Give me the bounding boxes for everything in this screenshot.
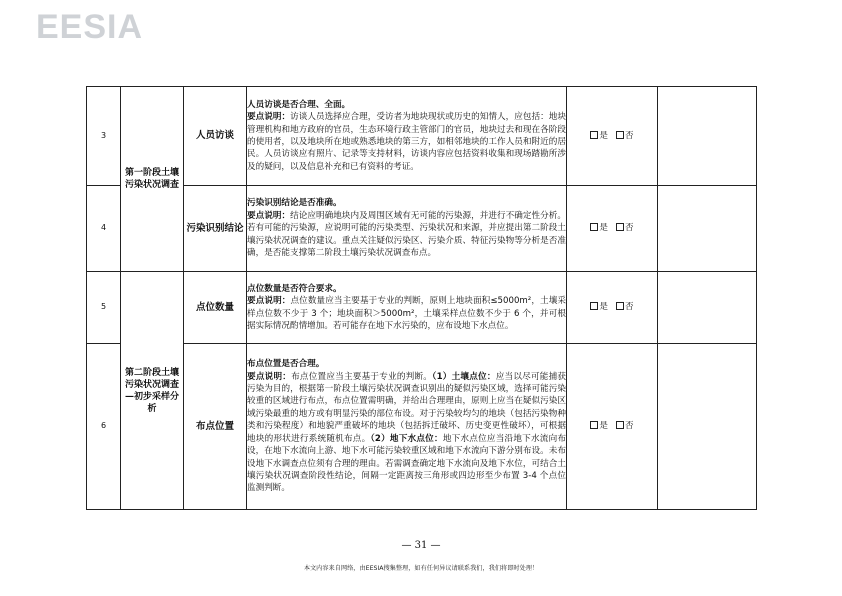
check-content [247, 186, 567, 272]
no-checkbox[interactable] [616, 421, 624, 429]
stage-first-label: 第一阶段土壤污染状况调查 [124, 168, 179, 190]
yes-label: 是 [599, 421, 608, 432]
page-number: — 31 — [401, 540, 441, 551]
groundwater-points-label: （2）地下水点位： [370, 433, 443, 444]
check-item: 布点位置 [184, 344, 247, 510]
yes-label: 是 [599, 302, 608, 313]
key-points-label: 要点说明： [247, 210, 291, 221]
yes-no-options [567, 344, 658, 510]
row-number: 3 [87, 87, 121, 186]
stage-second-label: 第二阶段土壤污染状况调查—初步采样分析 [124, 367, 179, 414]
check-content [247, 87, 567, 186]
no-label: 否 [625, 421, 634, 432]
no-label: 否 [625, 130, 634, 141]
eesia-watermark-logo: EESIA [36, 8, 144, 46]
yes-checkbox[interactable] [590, 223, 598, 231]
remarks-cell [658, 186, 757, 272]
stage-second-cell [121, 272, 184, 510]
stage-first-cell [121, 87, 184, 272]
check-question: 布点位置是否合理。 [247, 359, 325, 370]
row-number: 5 [87, 272, 121, 344]
check-item: 点位数量 [184, 272, 247, 344]
yes-checkbox[interactable] [590, 302, 598, 310]
table-row [87, 344, 757, 510]
check-content [247, 272, 567, 344]
yes-label: 是 [599, 130, 608, 141]
remarks-cell [658, 344, 757, 510]
key-points-text: 结论应明确地块内及周围区域有无可能的污染源，并进行不确定性分析。若有可能的污染源，应说明可能的污染类型、污染状况和来源，并应提出第二阶段土壤污染状况调查的建议。重点关注疑似污染区、污染介质、特征污染物等分析是否准确，是否能支撑第二阶段土壤污染状况调查布点。 [247, 210, 566, 259]
yes-checkbox[interactable] [590, 421, 598, 429]
yes-checkbox[interactable] [590, 131, 598, 139]
key-points-text: 访谈人员选择应合理，受访者为地块现状或历史的知情人，应包括：地块管理机构和地方政府的官员，生态环境行政主管部门的官员，地块过去和现在各阶段的使用者，以及地块所在地或熟悉地块的第三方，如相邻地块的工作人员和附近的居民。人员访谈应有照片、记录等支持材料，访谈内容应包括资料收集和现场踏勘所涉及的疑问，以及信息补充和已有资料的考证。 [247, 112, 566, 172]
groundwater-points-text: 地下水点位应当沿地下水流向布设，在地下水流向上游、地下水可能污染较重区域和地下水流向下游分别布设。未布设地下水调查点位须有合理的理由。若需调查确定地下水流向及地下水位，可结合土壤污染状况调查阶段性结论，间隔一定距离按三角形或四边形至少布置 3-4 个点位监测判断。 [247, 433, 566, 494]
key-points-label: 要点说明： [247, 112, 291, 123]
key-points-label: 要点说明： [247, 296, 291, 307]
row-number: 4 [87, 186, 121, 272]
table-row [87, 272, 757, 344]
yes-label: 是 [599, 223, 608, 234]
row-number: 6 [87, 344, 121, 510]
yes-no-options [567, 87, 658, 186]
check-item: 污染识别结论 [184, 186, 247, 272]
remarks-cell [658, 272, 757, 344]
remarks-cell [658, 87, 757, 186]
review-checklist-table [86, 86, 757, 510]
check-question: 人员访谈是否合理、全面。 [247, 99, 351, 110]
key-points-text: 点位数量应当主要基于专业的判断，原则上地块面积≤5000m²，土壤采样点位数不少于 3 个；地块面积＞5000m²，土壤采样点位数不少于 6 个，并可根据实际情况酌情增加。若可能存在地下水污染的，应布设地下水点位。 [247, 296, 566, 331]
yes-no-options [567, 272, 658, 344]
check-question: 点位数量是否符合要求。 [247, 283, 342, 294]
key-points-label: 要点说明： [247, 371, 292, 382]
soil-points-text: 应当以尽可能捕获污染为目的，根据第一阶段土壤污染状况调查识别出的疑似污染区域，选择可能污染较重的区域进行布点，布点位置需明确，并给出合理理由，原则上应当在疑似污染区域污染最重的地方或有明显污染的部位布设。对于污染较均匀的地块（包括污染物种类和污染程度）和地貌严重破坏的地块（包括拆迁破坏、历史变更性破坏），可根据地块的形状进行系统随机布点。 [247, 371, 566, 444]
no-label: 否 [625, 302, 634, 313]
no-checkbox[interactable] [616, 302, 624, 310]
key-points-text: 布点位置应当主要基于专业的判断。 [291, 371, 433, 382]
footer-disclaimer: 本文内容来自网络，由EESIA搜集整理，如有任何异议请联系我们，我们将即时处理！ [303, 565, 539, 572]
no-checkbox[interactable] [616, 223, 624, 231]
yes-no-options [567, 186, 658, 272]
no-label: 否 [625, 223, 634, 234]
table-row [87, 186, 757, 272]
no-checkbox[interactable] [616, 131, 624, 139]
table-row [87, 87, 757, 186]
soil-points-label: （1）土壤点位： [432, 371, 496, 382]
check-item: 人员访谈 [184, 87, 247, 186]
check-question: 污染识别结论是否准确。 [247, 198, 342, 209]
check-content [247, 344, 567, 510]
